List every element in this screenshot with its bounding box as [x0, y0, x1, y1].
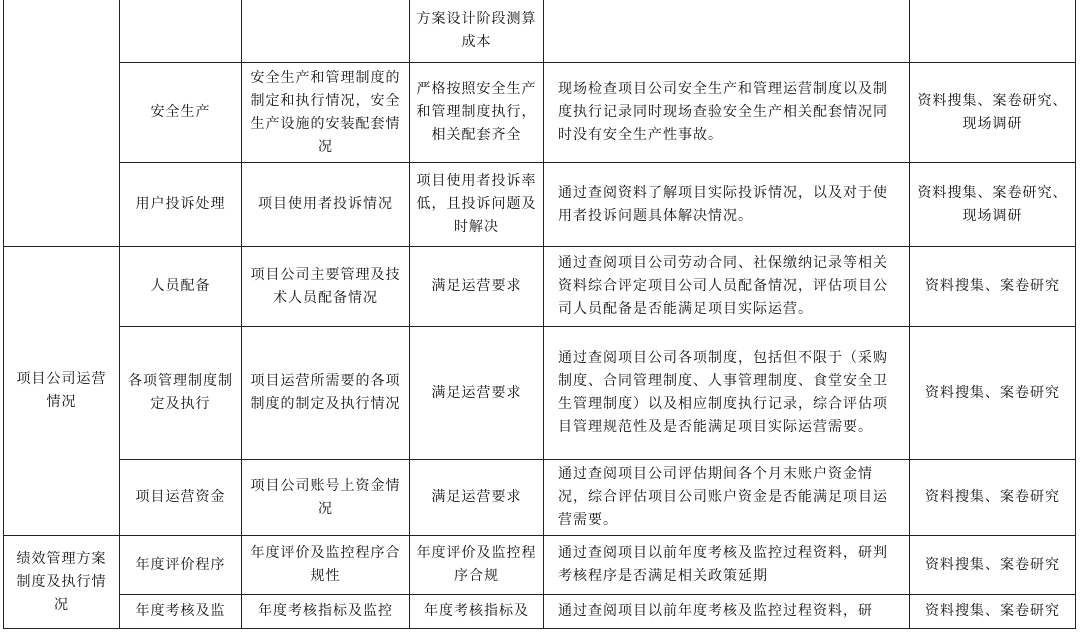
approach-cell: 资料搜集、案卷研究: [910, 536, 1076, 595]
category-cell: [4, 0, 120, 247]
method-detail-cell: 通过查阅项目公司劳动合同、社保缴纳记录等相关资料综合评定项目公司人员配备情况，评估项目公司人员配备是否能满足项目实际运营。: [544, 247, 910, 327]
content-cell: 项目公司主要管理及技术人员配备情况: [242, 247, 410, 327]
content-cell: 项目公司账号上资金情况: [242, 460, 410, 536]
item-cell: 人员配备: [120, 247, 242, 327]
content-cell: 项目运营所需要的各项制度的制定及执行情况: [242, 327, 410, 460]
method-detail-cell: 通过查阅项目以前年度考核及监控过程资料，研判考核程序是否满足相关政策延期: [544, 536, 910, 595]
table-row: [4, 247, 1076, 327]
method-detail-cell: 现场检查项目公司安全生产和管理运营制度以及制度执行记录同时现场查验安全生产相关配套情况同时没有安全生产性事故。: [544, 63, 910, 163]
table-row: [4, 63, 1076, 163]
table-row: [4, 0, 1076, 63]
approach-cell: 资料搜集、案卷研究、现场调研: [910, 163, 1076, 247]
standard-cell: 年度考核指标及: [410, 595, 544, 629]
method-detail-cell: 通过查阅项目公司各项制度，包括但不限于（采购制度、合同管理制度、人事管理制度、食堂安全卫生管理制度）以及相应制度执行记录，综合评估项目管理规范性及是否能满足项目实际运营需要。: [544, 327, 910, 460]
approach-cell: 资料搜集、案卷研究: [910, 247, 1076, 327]
category-cell: 项目公司运营情况: [4, 247, 120, 536]
item-cell: 年度评价程序: [120, 536, 242, 595]
table-row: [4, 595, 1076, 629]
approach-cell: 资料搜集、案卷研究: [910, 327, 1076, 460]
item-cell: 安全生产: [120, 63, 242, 163]
standard-cell: 严格按照安全生产和管理制度执行，相关配套齐全: [410, 63, 544, 163]
content-cell: 年度考核指标及监控: [242, 595, 410, 629]
table-row: [4, 460, 1076, 536]
table-row: [4, 327, 1076, 460]
category-cell: 绩效管理方案制度及执行情况: [4, 536, 120, 629]
content-cell: 项目使用者投诉情况: [242, 163, 410, 247]
method-detail-cell: 通过查阅项目以前年度考核及监控过程资料，研: [544, 595, 910, 629]
approach-cell: 资料搜集、案卷研究、现场调研: [910, 63, 1076, 163]
item-cell: 用户投诉处理: [120, 163, 242, 247]
approach-cell: 资料搜集、案卷研究: [910, 460, 1076, 536]
standard-cell: 方案设计阶段测算成本: [410, 0, 544, 63]
item-cell: 项目运营资金: [120, 460, 242, 536]
standard-cell: 满足运营要求: [410, 327, 544, 460]
content-cell: [242, 0, 410, 63]
approach-cell: [910, 0, 1076, 63]
content-cell: 安全生产和管理制度的制定和执行情况，安全生产设施的安装配套情况: [242, 63, 410, 163]
content-cell: 年度评价及监控程序合规性: [242, 536, 410, 595]
standard-cell: 满足运营要求: [410, 460, 544, 536]
evaluation-table: [3, 0, 1076, 629]
standard-cell: 项目使用者投诉率低，且投诉问题及时解决: [410, 163, 544, 247]
approach-cell: 资料搜集、案卷研究: [910, 595, 1076, 629]
method-detail-cell: 通过查阅项目公司评估期间各个月末账户资金情况，综合评估项目公司账户资金是否能满足项目运营需要。: [544, 460, 910, 536]
item-cell: [120, 0, 242, 63]
item-cell: 各项管理制度制定及执行: [120, 327, 242, 460]
standard-cell: 年度评价及监控程序合规: [410, 536, 544, 595]
table-row: [4, 536, 1076, 595]
standard-cell: 满足运营要求: [410, 247, 544, 327]
table-row: [4, 163, 1076, 247]
method-detail-cell: 通过查阅资料了解项目实际投诉情况，以及对于使用者投诉问题具体解决情况。: [544, 163, 910, 247]
item-cell: 年度考核及监: [120, 595, 242, 629]
method-detail-cell: [544, 0, 910, 63]
